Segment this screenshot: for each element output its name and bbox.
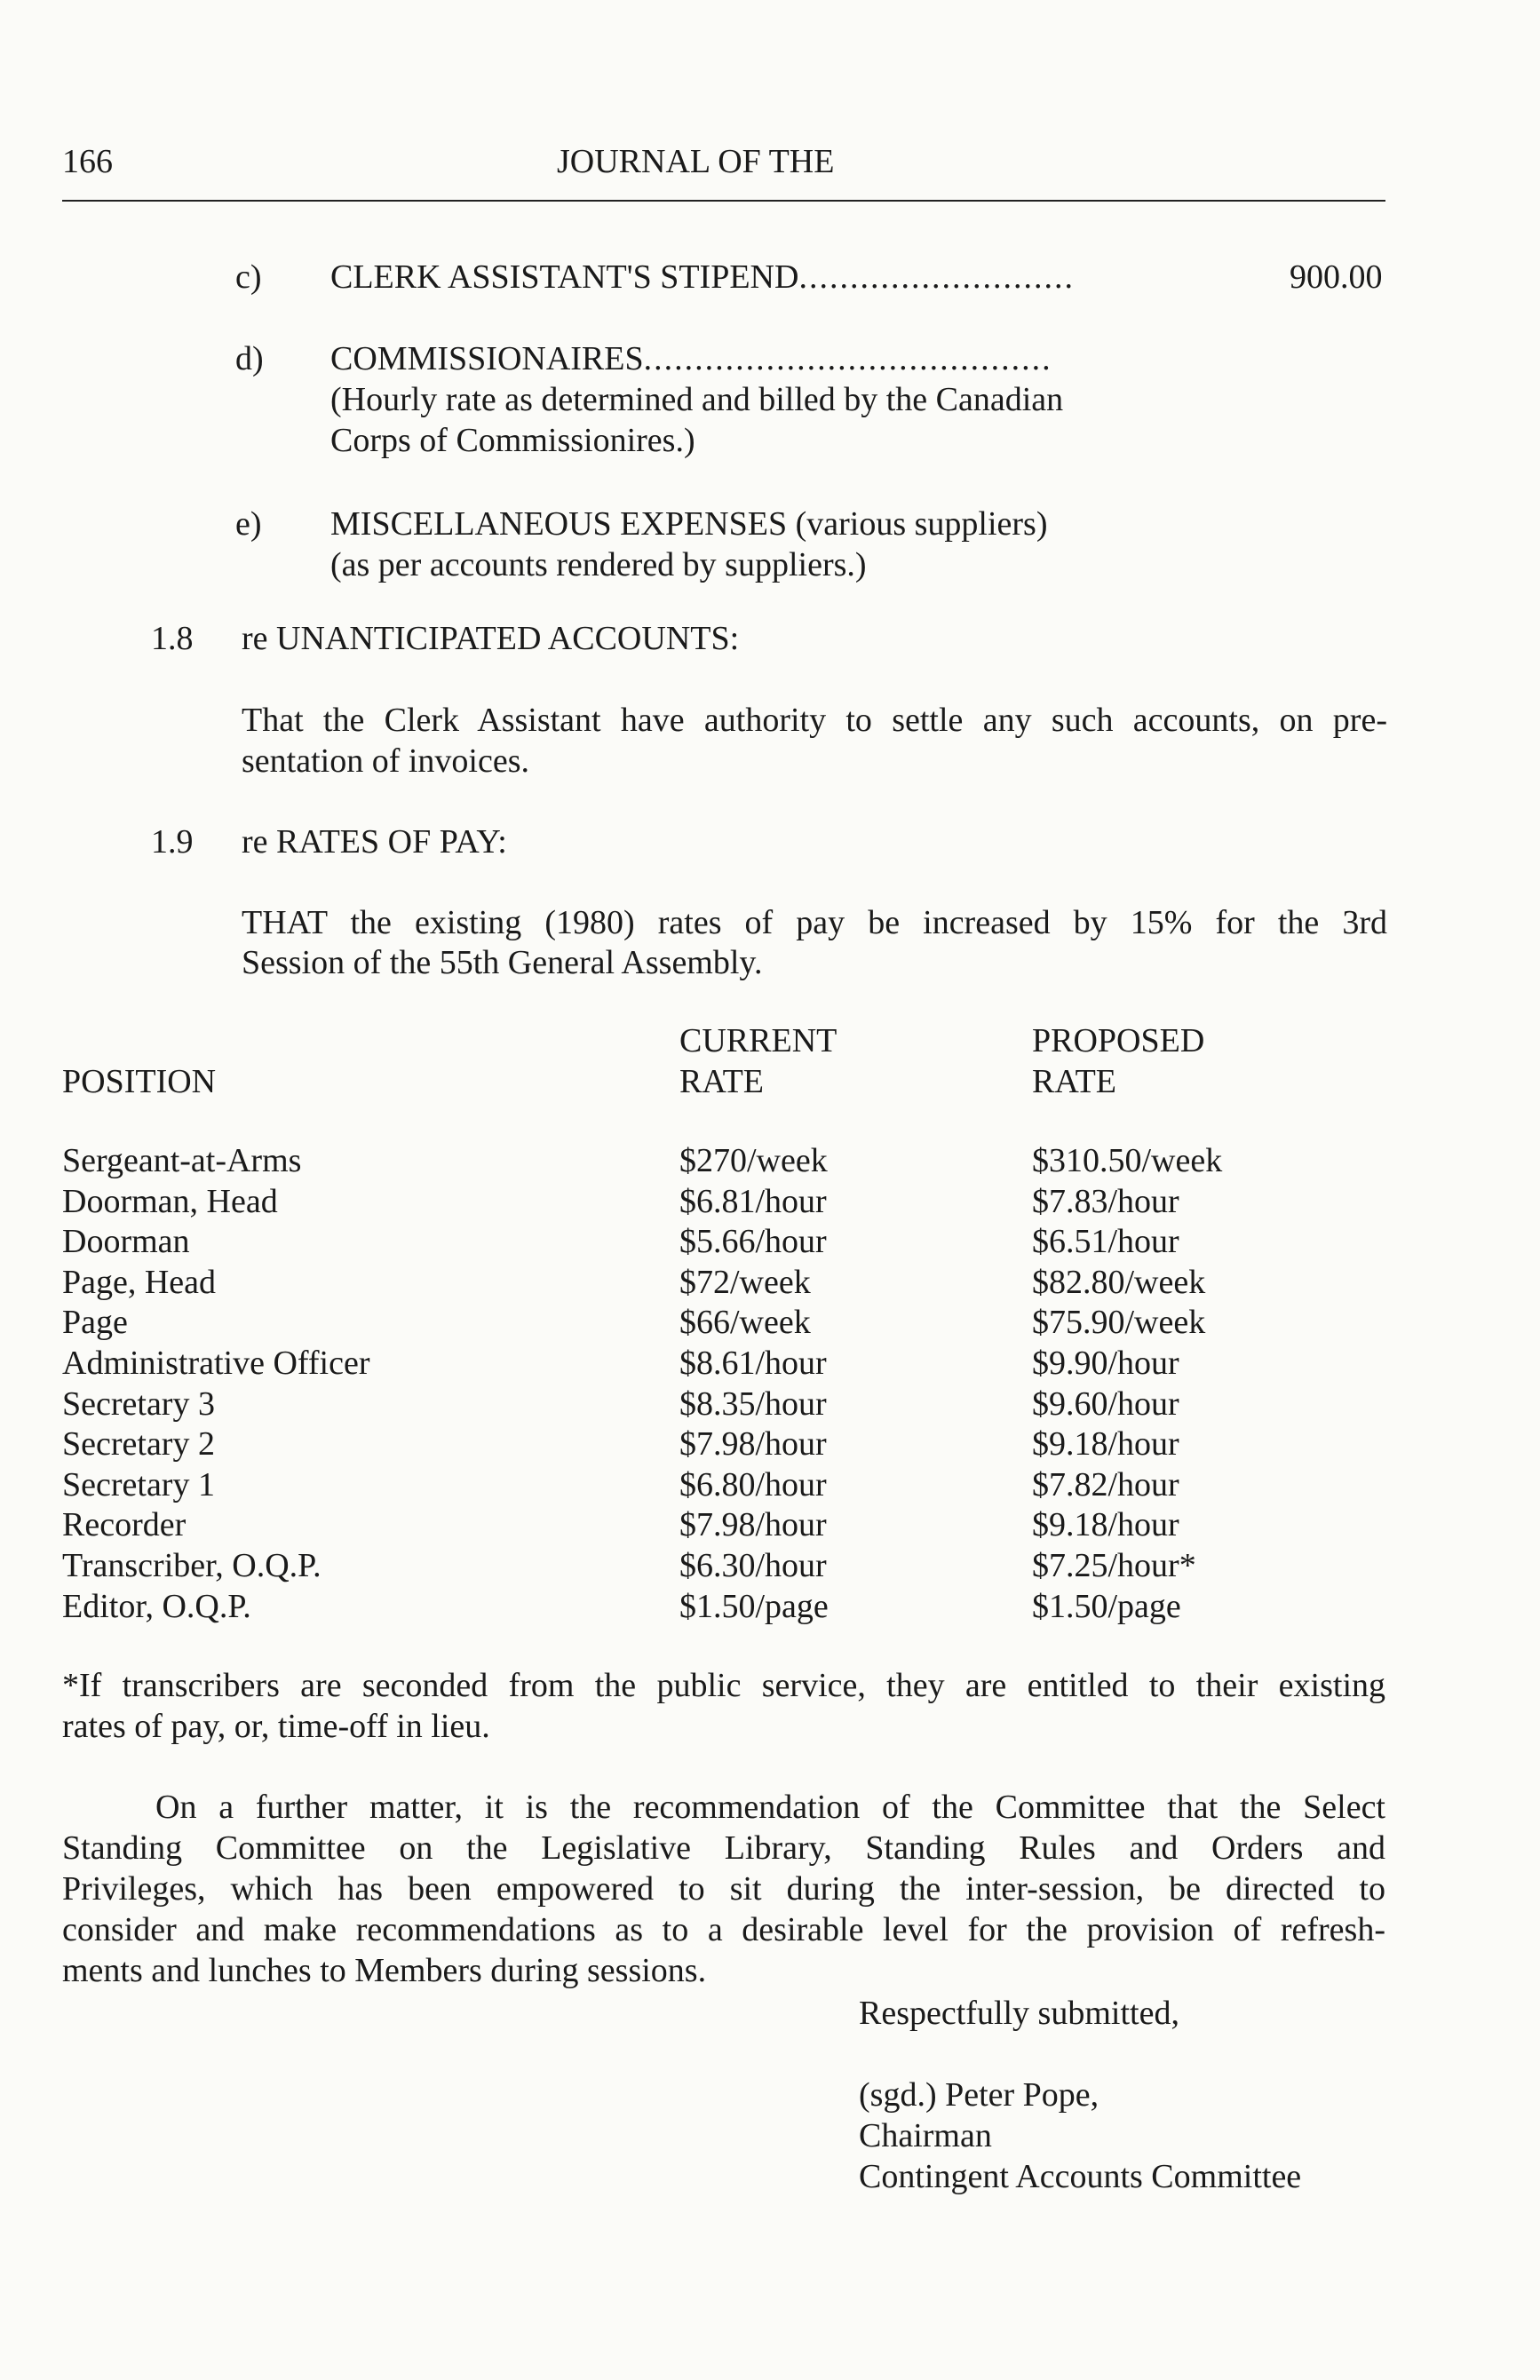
table-row: [62, 1263, 1222, 1304]
header-rule: [62, 200, 1385, 202]
table-row: [62, 1303, 1222, 1344]
proposed-rate-cell: $7.83/hour: [1032, 1182, 1179, 1220]
section-1-9-body-line-2: Session of the 55th General Assembly.: [242, 944, 763, 981]
position-cell: Editor, O.Q.P.: [62, 1587, 251, 1625]
table-row: [62, 1546, 1222, 1587]
item-e-note-line-1: (as per accounts rendered by suppliers.): [330, 546, 867, 583]
proposed-rate-cell: $310.50/week: [1032, 1142, 1223, 1179]
header-proposed-line-1: PROPOSED: [1032, 1022, 1205, 1059]
proposed-rate-cell: $9.18/hour: [1032, 1425, 1179, 1464]
position-cell: Secretary 1: [62, 1465, 215, 1503]
rates-table: [62, 1141, 1222, 1627]
table-row: [62, 1182, 1222, 1223]
position-cell: Transcriber, O.Q.P.: [62, 1546, 321, 1584]
footnote-line-1: *If transcribers are seconded from the public service, they are entitled to their existing: [62, 1667, 1385, 1704]
table-row: [62, 1505, 1222, 1546]
item-d-marker: d): [235, 340, 264, 377]
current-rate-cell: $8.35/hour: [679, 1384, 827, 1423]
table-row: [62, 1587, 1222, 1628]
position-cell: Administrative Officer: [62, 1344, 370, 1382]
proposed-rate-cell: $9.90/hour: [1032, 1344, 1179, 1382]
signature-closing: Respectfully submitted,: [859, 1995, 1179, 2032]
section-1-8-heading: re UNANTICIPATED ACCOUNTS:: [242, 620, 740, 657]
section-1-8-number: 1.8: [151, 620, 194, 657]
position-cell: Secretary 2: [62, 1425, 215, 1464]
recommendation-line-4: consider and make recommendations as to a desirable level for the provision of refresh-: [62, 1911, 1385, 1948]
item-e-marker: e): [235, 505, 262, 543]
item-d-note-line-2: Corps of Commissionires.): [330, 422, 695, 459]
current-rate-cell: $7.98/hour: [679, 1425, 827, 1464]
proposed-rate-cell: $7.82/hour: [1032, 1465, 1179, 1503]
current-rate-cell: $6.80/hour: [679, 1465, 827, 1503]
current-rate-cell: $66/week: [679, 1304, 811, 1342]
item-c-title: [330, 258, 1075, 298]
signature-role: Chairman: [859, 2117, 992, 2154]
proposed-rate-cell: $6.51/hour: [1032, 1223, 1179, 1261]
position-cell: Secretary 3: [62, 1384, 215, 1423]
proposed-rate-cell: $75.90/week: [1032, 1304, 1206, 1342]
position-cell: Page, Head: [62, 1263, 217, 1301]
item-c-amount: 900.00: [1290, 258, 1383, 296]
header-current-line-1: CURRENT: [679, 1022, 837, 1059]
recommendation-line-3: Privileges, which has been empowered to sit during the inter-session, be directed to: [62, 1870, 1385, 1908]
position-cell: Doorman, Head: [62, 1182, 278, 1220]
section-1-8-body-line-2: sentation of invoices.: [242, 742, 529, 780]
item-c-title-text: CLERK ASSISTANT'S STIPEND: [330, 258, 799, 296]
current-rate-cell: $72/week: [679, 1263, 811, 1301]
current-rate-cell: $270/week: [679, 1142, 828, 1179]
current-rate-cell: $6.30/hour: [679, 1546, 827, 1584]
signature-committee: Contingent Accounts Committee: [859, 2158, 1302, 2195]
footnote-line-2: rates of pay, or, time-off in lieu.: [62, 1708, 490, 1745]
proposed-rate-cell: $9.18/hour: [1032, 1506, 1179, 1544]
position-cell: Page: [62, 1304, 128, 1342]
proposed-rate-cell: $7.25/hour*: [1032, 1546, 1196, 1584]
table-row: [62, 1344, 1222, 1384]
item-d-title: [330, 339, 1052, 380]
item-c-leader: ...........................: [798, 258, 1075, 296]
section-1-9-body-line-1: THAT the existing (1980) rates of pay be increased by 15% for the 3rd: [242, 904, 1387, 941]
current-rate-cell: $6.81/hour: [679, 1182, 827, 1220]
table-row: [62, 1424, 1222, 1465]
item-e-title: MISCELLANEOUS EXPENSES (various suppliers): [330, 505, 1048, 543]
recommendation-line-2: Standing Committee on the Legislative Library, Standing Rules and Orders and: [62, 1829, 1385, 1867]
current-rate-cell: $7.98/hour: [679, 1506, 827, 1544]
table-row: [62, 1384, 1222, 1425]
position-cell: Recorder: [62, 1506, 187, 1544]
table-row: [62, 1222, 1222, 1263]
section-1-9-heading: re RATES OF PAY:: [242, 823, 507, 861]
recommendation-line-1: On a further matter, it is the recommendation of the Committee that the Select: [155, 1789, 1385, 1826]
header-proposed-line-2: RATE: [1032, 1063, 1116, 1100]
position-cell: Sergeant-at-Arms: [62, 1142, 302, 1179]
proposed-rate-cell: $1.50/page: [1032, 1587, 1181, 1625]
section-1-9-number: 1.9: [151, 823, 194, 861]
current-rate-cell: $8.61/hour: [679, 1344, 827, 1382]
item-d-note-line-1: (Hourly rate as determined and billed by the Canadian: [330, 381, 1064, 418]
header-current-line-2: RATE: [679, 1063, 764, 1100]
recommendation-line-5: ments and lunches to Members during sessions.: [62, 1952, 707, 1989]
page-number: 166: [62, 143, 113, 180]
item-d-leader: ........................................: [643, 340, 1052, 377]
item-d-title-text: COMMISSIONAIRES: [330, 340, 644, 377]
running-title: JOURNAL OF THE: [557, 143, 835, 180]
section-1-8-body-line-1: That the Clerk Assistant have authority to settle any such accounts, on pre-: [242, 702, 1387, 739]
current-rate-cell: $5.66/hour: [679, 1223, 827, 1261]
header-position: POSITION: [62, 1063, 217, 1100]
table-row: [62, 1141, 1222, 1182]
table-row: [62, 1465, 1222, 1506]
proposed-rate-cell: $82.80/week: [1032, 1263, 1206, 1301]
position-cell: Doorman: [62, 1223, 190, 1261]
item-c-marker: c): [235, 258, 262, 296]
current-rate-cell: $1.50/page: [679, 1587, 829, 1625]
signature-name: (sgd.) Peter Pope,: [859, 2076, 1099, 2114]
proposed-rate-cell: $9.60/hour: [1032, 1384, 1179, 1423]
